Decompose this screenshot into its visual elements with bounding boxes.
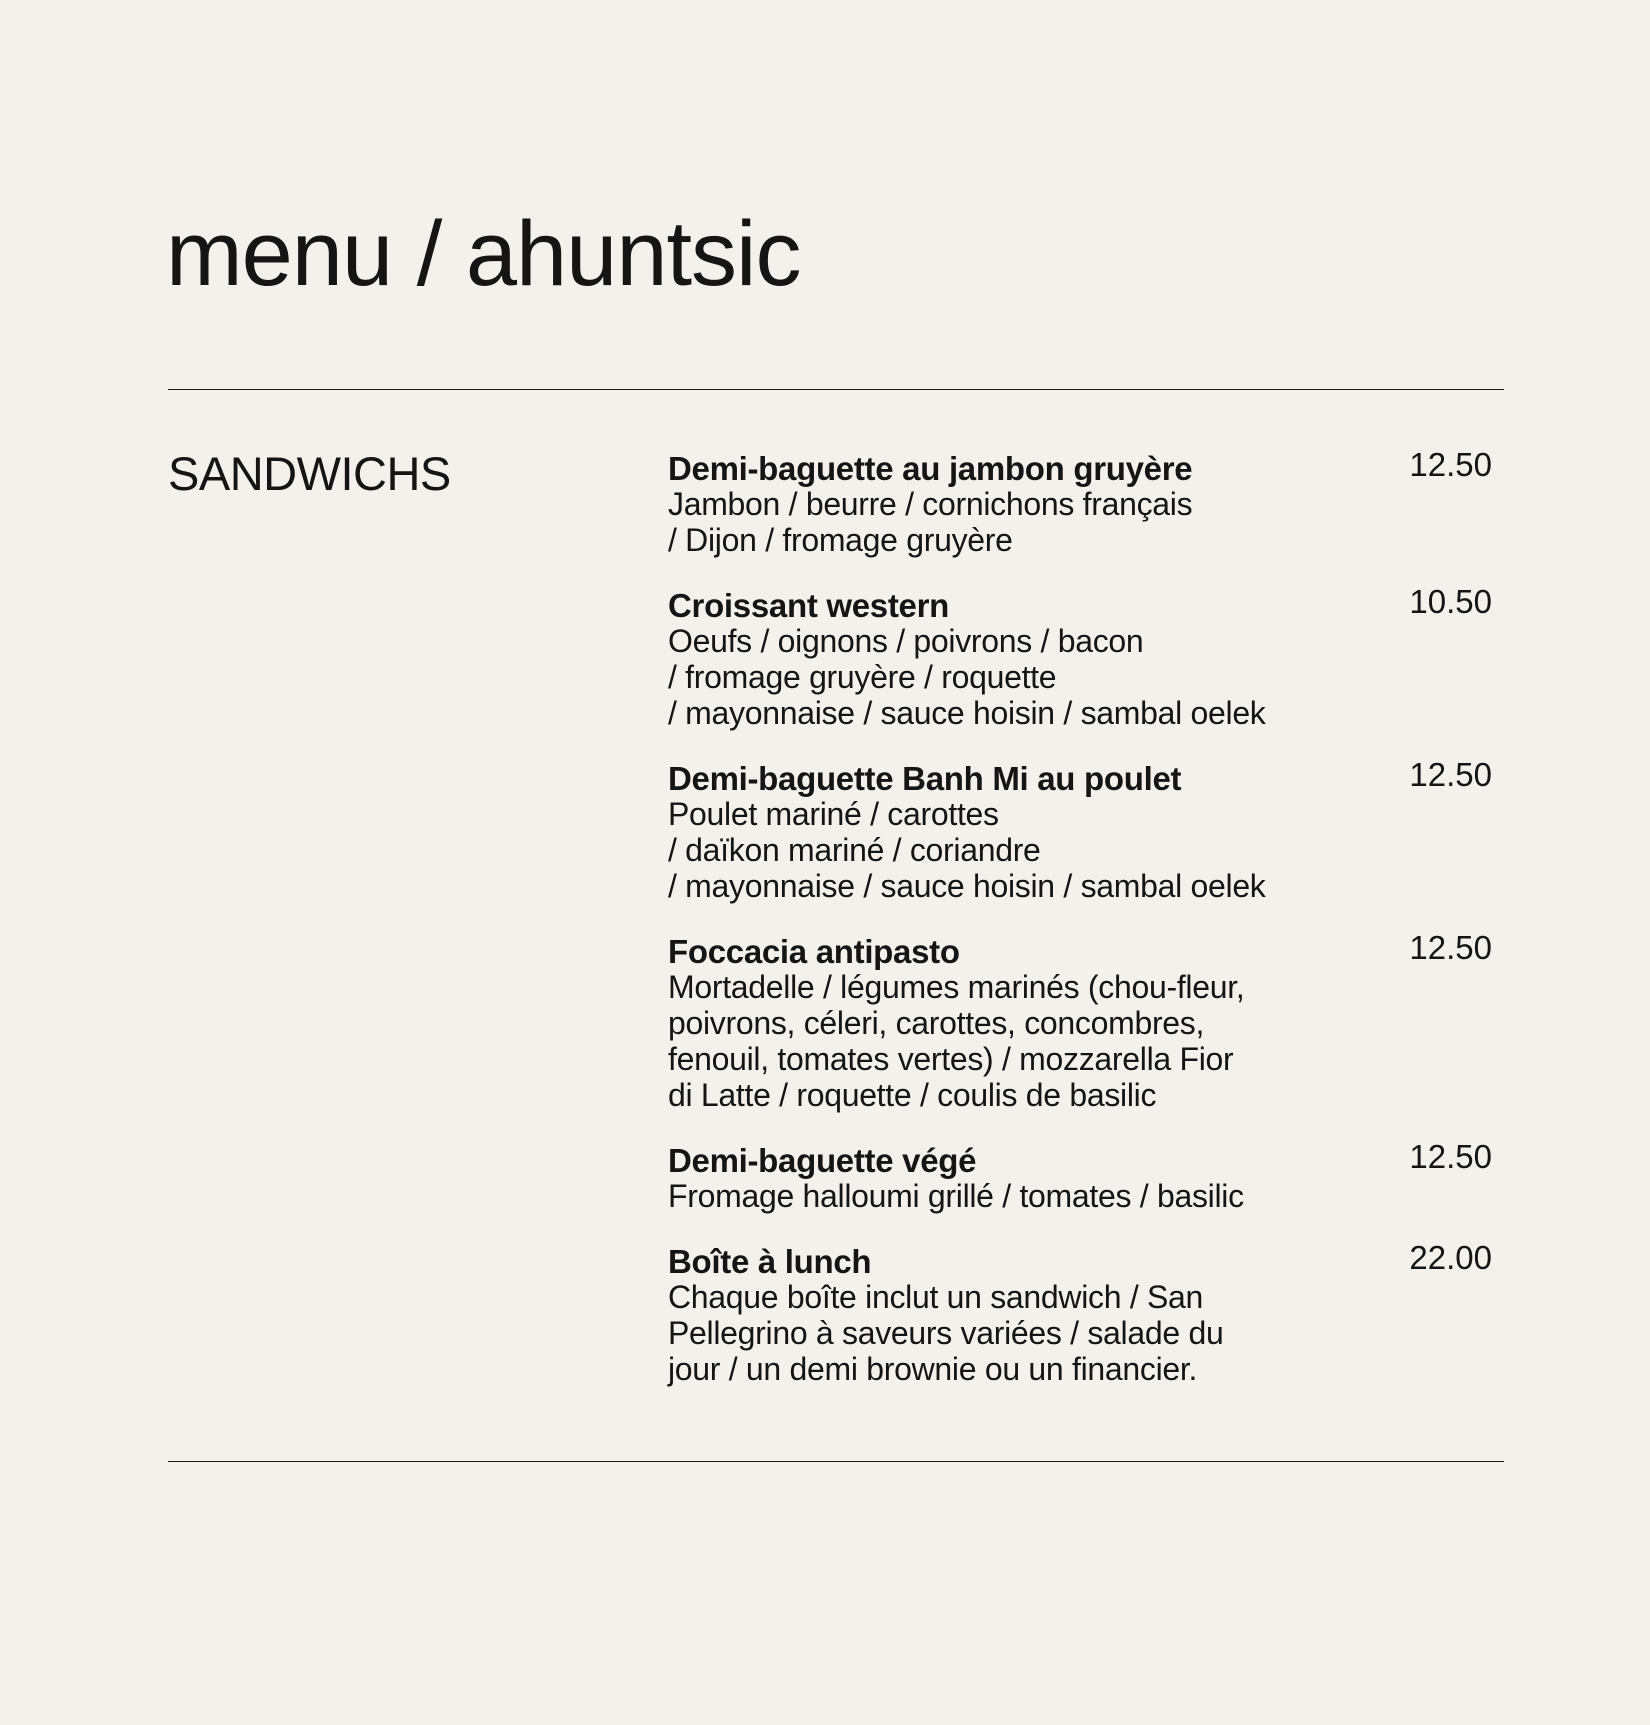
description-line: Oeufs / oignons / poivrons / bacon	[668, 623, 1144, 659]
description-line: / mayonnaise / sauce hoisin / sambal oelek	[668, 868, 1266, 904]
menu-item-description	[668, 486, 1308, 558]
description-line: poivrons, céleri, carottes, concombres,	[668, 1005, 1205, 1041]
menu-item-name: Croissant western	[668, 587, 949, 624]
menu-item-list	[668, 446, 1492, 1418]
description-line: Jambon / beurre / cornichons français	[668, 486, 1193, 522]
description-line: Poulet mariné / carottes	[668, 796, 999, 832]
menu-item-description	[668, 1279, 1308, 1387]
menu-item-description	[668, 623, 1308, 731]
menu-item	[668, 446, 1492, 558]
description-line: Mortadelle / légumes marinés (chou-fleur,	[668, 969, 1245, 1005]
menu-item-name: Demi-baguette au jambon gruyère	[668, 450, 1193, 487]
description-line: / Dijon / fromage gruyère	[668, 522, 1013, 558]
menu-item-price: 12.50	[1409, 756, 1492, 793]
menu-item	[668, 1239, 1492, 1387]
top-divider	[168, 389, 1504, 390]
description-line: / fromage gruyère / roquette	[668, 659, 1057, 695]
description-line: / daïkon mariné / coriandre	[668, 832, 1041, 868]
menu-item-price: 12.50	[1409, 446, 1492, 483]
description-line: Fromage halloumi grillé / tomates / basilic	[668, 1178, 1244, 1214]
description-line: / mayonnaise / sauce hoisin / sambal oelek	[668, 695, 1266, 731]
menu-item-description	[668, 1178, 1308, 1214]
menu-item-name: Demi-baguette Banh Mi au poulet	[668, 760, 1182, 797]
menu-item-price: 22.00	[1409, 1239, 1492, 1276]
menu-item-description	[668, 796, 1308, 904]
description-line: fenouil, tomates vertes) / mozzarella Fior	[668, 1041, 1234, 1077]
menu-item	[668, 756, 1492, 904]
section-title-sandwichs: SANDWICHS	[168, 447, 451, 500]
description-line: Chaque boîte inclut un sandwich / San	[668, 1279, 1204, 1315]
menu-item-description	[668, 969, 1308, 1113]
bottom-divider	[168, 1461, 1504, 1462]
menu-item-price: 12.50	[1409, 929, 1492, 966]
description-line: Pellegrino à saveurs variées / salade du	[668, 1315, 1224, 1351]
menu-item-name: Foccacia antipasto	[668, 933, 960, 970]
menu-item	[668, 583, 1492, 731]
menu-item-price: 10.50	[1409, 583, 1492, 620]
page-title: menu / ahuntsic	[166, 203, 801, 305]
description-line: di Latte / roquette / coulis de basilic	[668, 1077, 1157, 1113]
menu-item	[668, 929, 1492, 1113]
menu-item-price: 12.50	[1409, 1138, 1492, 1175]
description-line: jour / un demi brownie ou un financier.	[668, 1351, 1198, 1387]
menu-item-name: Boîte à lunch	[668, 1243, 872, 1280]
menu-item-name: Demi-baguette végé	[668, 1142, 977, 1179]
menu-item	[668, 1138, 1492, 1214]
